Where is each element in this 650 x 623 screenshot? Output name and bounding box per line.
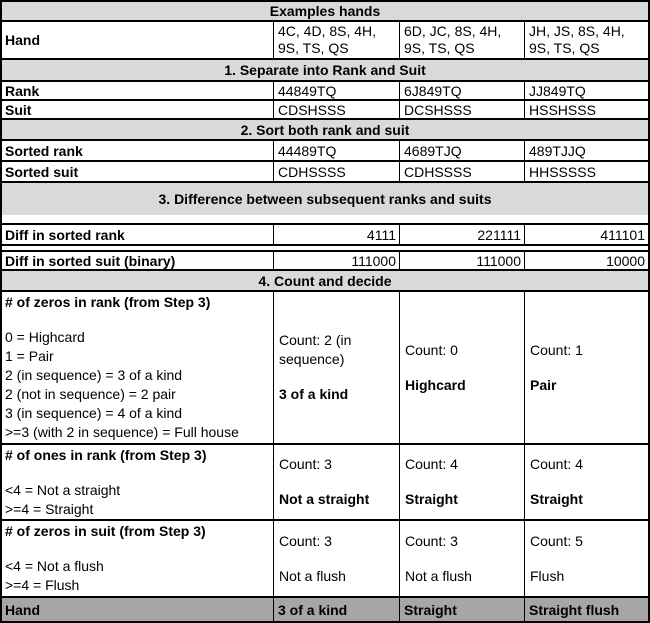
hand-row-label: Hand — [5, 32, 40, 48]
count-text: Count: 3 — [279, 456, 332, 472]
ones-in-rank-row — [2, 445, 648, 521]
rank-row-label: Rank — [5, 82, 40, 99]
diff-rank-row — [2, 223, 648, 246]
zeros-in-rank-title: # of zeros in rank (from Step 3) — [5, 294, 211, 310]
hand-example-3: JH, JS, 8S, 4H, 9S, TS, QS — [524, 22, 648, 58]
zeros-in-rank-cell-3 — [524, 292, 648, 443]
rule-line: 0 = Highcard — [5, 329, 85, 345]
section-3-header — [2, 183, 648, 215]
section-4-header-label: 4. Count and decide — [258, 272, 392, 289]
section-2-header — [2, 120, 648, 141]
count-text: Count: 1 — [530, 341, 583, 358]
final-hand-1: 3 of a kind — [273, 598, 399, 621]
zeros-in-rank-rules — [5, 328, 270, 442]
result-text: Not a flush — [405, 567, 472, 584]
diff-suit-row — [2, 250, 648, 271]
rule-line: 3 (in sequence) = 4 of a kind — [5, 405, 183, 421]
sorted-suit-value-2: CDHSSSS — [399, 162, 524, 181]
suit-row-label: Suit — [5, 101, 32, 118]
rule-line: <4 = Not a flush — [5, 558, 104, 574]
final-hand-3: Straight flush — [524, 598, 648, 621]
zeros-in-suit-row — [2, 521, 648, 598]
count-text: Count: 2 (in sequence) — [279, 332, 352, 367]
zeros-in-suit-title: # of zeros in suit (from Step 3) — [5, 523, 206, 539]
zeros-in-suit-criteria — [2, 521, 273, 596]
ones-in-rank-criteria — [2, 445, 273, 519]
hand-row — [2, 22, 648, 60]
ones-in-rank-title: # of ones in rank (from Step 3) — [5, 447, 207, 463]
rank-value-1: 44849TQ — [273, 82, 399, 99]
count-text: Count: 3 — [279, 532, 332, 549]
rule-line: <4 = Not a straight — [5, 482, 121, 498]
rule-line: >=3 (with 2 in sequence) = Full house — [5, 424, 239, 440]
diff-suit-value-2: 111000 — [399, 252, 524, 269]
zeros-in-suit-cell-1 — [273, 521, 399, 596]
zeros-in-rank-criteria — [2, 292, 273, 443]
sorted-suit-row — [2, 162, 648, 183]
ones-in-rank-cell-2 — [399, 445, 524, 519]
rule-line: >=4 = Flush — [5, 577, 80, 593]
zeros-in-suit-rules — [5, 557, 270, 595]
sorted-rank-value-1: 44489TQ — [273, 141, 399, 160]
rank-value-3: JJ849TQ — [524, 82, 648, 99]
suit-row — [2, 101, 648, 120]
result-text: Not a straight — [279, 491, 370, 507]
sorted-rank-row-label: Sorted rank — [5, 142, 83, 159]
suit-value-2: DCSHSSS — [399, 101, 524, 118]
diff-rank-value-1: 4111 — [273, 225, 399, 244]
rule-line: >=4 = Straight — [5, 501, 94, 517]
zeros-in-rank-cell-2 — [399, 292, 524, 443]
sorted-suit-row-label: Sorted suit — [5, 163, 79, 180]
ones-in-rank-rules — [5, 481, 270, 519]
diff-rank-row-label: Diff in sorted rank — [5, 226, 125, 243]
rank-value-2: 6J849TQ — [399, 82, 524, 99]
zeros-in-suit-cell-3 — [524, 521, 648, 596]
hand-example-2: 6D, JC, 8S, 4H, 9S, TS, QS — [399, 22, 524, 58]
section-3-header-label: 3. Difference between subsequent ranks and suits — [158, 191, 492, 207]
final-hand-row-label: Hand — [5, 601, 40, 618]
spacer — [2, 215, 648, 223]
result-text: Straight — [405, 491, 458, 507]
sorted-rank-value-2: 4689TJQ — [399, 141, 524, 160]
section-1-header-label: 1. Separate into Rank and Suit — [224, 62, 426, 78]
result-text: Highcard — [405, 376, 466, 393]
suit-value-3: HSSHSSS — [524, 101, 648, 118]
zeros-in-rank-row — [2, 292, 648, 445]
rule-line: 2 (in sequence) = 3 of a kind — [5, 367, 183, 383]
result-text: Pair — [530, 376, 557, 393]
sorted-rank-row — [2, 141, 648, 162]
rule-line: 2 (not in sequence) = 2 pair — [5, 386, 176, 402]
diff-suit-value-3: 10000 — [524, 252, 648, 269]
result-text: Straight — [530, 491, 583, 507]
result-text: Not a flush — [279, 567, 346, 584]
diff-suit-value-1: 111000 — [273, 252, 399, 269]
zeros-in-rank-cell-1 — [273, 292, 399, 443]
section-2-header-label: 2. Sort both rank and suit — [240, 121, 410, 138]
rank-row — [2, 82, 648, 101]
final-hand-row — [2, 598, 648, 621]
sorted-suit-value-3: HHSSSSS — [524, 162, 648, 181]
examples-hands-header — [2, 2, 648, 22]
result-text: Flush — [530, 567, 565, 584]
ones-in-rank-cell-1 — [273, 445, 399, 519]
examples-hands-header-label: Examples hands — [269, 3, 381, 19]
sorted-rank-value-3: 489TJJQ — [524, 141, 648, 160]
diff-suit-row-label: Diff in sorted suit (binary) — [5, 252, 176, 269]
diff-rank-value-3: 411101 — [524, 225, 648, 244]
count-text: Count: 4 — [405, 456, 458, 472]
suit-value-1: CDSHSSS — [273, 101, 399, 118]
final-hand-2: Straight — [399, 598, 524, 621]
ones-in-rank-cell-3 — [524, 445, 648, 519]
count-text: Count: 0 — [405, 341, 458, 358]
section-1-header — [2, 60, 648, 82]
section-4-header — [2, 271, 648, 292]
zeros-in-suit-cell-2 — [399, 521, 524, 596]
rule-line: 1 = Pair — [5, 348, 54, 364]
count-text: Count: 5 — [530, 532, 583, 549]
diff-rank-value-2: 221111 — [399, 225, 524, 244]
result-text: 3 of a kind — [279, 386, 349, 402]
hand-example-1: 4C, 4D, 8S, 4H, 9S, TS, QS — [273, 22, 399, 58]
count-text: Count: 4 — [530, 456, 583, 472]
count-text: Count: 3 — [405, 532, 458, 549]
sorted-suit-value-1: CDHSSSS — [273, 162, 399, 181]
